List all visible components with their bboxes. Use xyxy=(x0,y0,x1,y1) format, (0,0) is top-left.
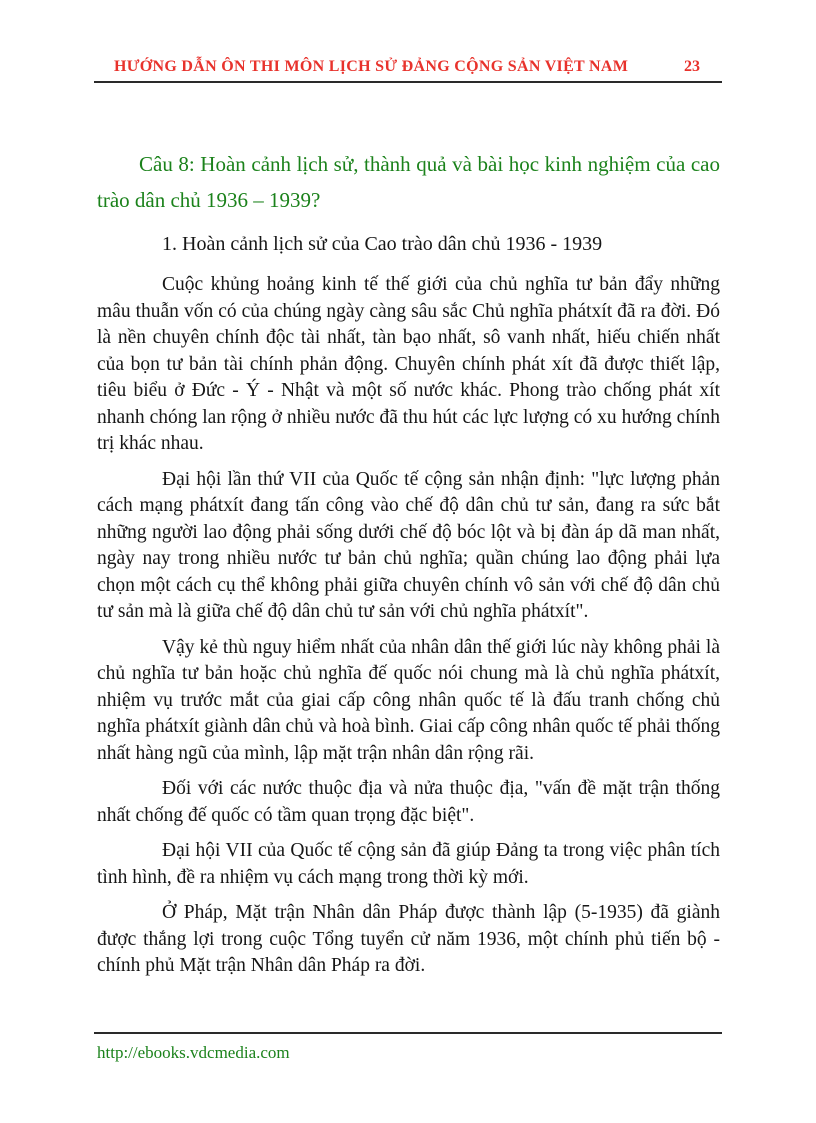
page-header xyxy=(94,58,722,83)
paragraph: Đối với các nước thuộc địa và nửa thuộc địa, "vấn đề mặt trận thống nhất chống đế quốc có tầm quan trọng đặc biệt". xyxy=(97,778,720,826)
running-header-title: HƯỚNG DẪN ÔN THI MÔN LỊCH SỬ ĐẢNG CỘNG SẢN VIỆT NAM xyxy=(114,58,629,75)
paragraph: Đại hội VII của Quốc tế cộng sản đã giúp Đảng ta trong việc phân tích tình hình, đề ra nhiệm vụ cách mạng trong thời kỳ mới. xyxy=(97,840,720,888)
page-footer xyxy=(94,1032,722,1063)
paragraph: Ở Pháp, Mặt trận Nhân dân Pháp được thành lập (5-1935) đã giành được thắng lợi trong cuộc Tổng tuyển cử năm 1936, một chính phủ tiến bộ - chính phủ Mặt trận Nhân dân Pháp ra đời. xyxy=(97,902,720,976)
question-title: Câu 8: Hoàn cảnh lịch sử, thành quả và bài học kinh nghiệm của cao trào dân chủ 1936 – 1939? xyxy=(97,152,720,212)
paragraph: Đại hội lần thứ VII của Quốc tế cộng sản nhận định: "lực lượng phản cách mạng phátxít đang tấn công vào chế độ dân chủ tư sản, đang ra sức bắt những người lao động phải sống dưới chế độ bóc lột và bị đàn áp dã man nhất, ngày nay trong nhiều nước tư bản chủ nghĩa; quần chúng lao động phải lựa chọn một cách cụ thể không phải giữa chuyên chính vô sản với chế độ dân chủ tư sản mà là giữa chế độ dân chủ tư sản với chủ nghĩa phátxít". xyxy=(97,468,720,622)
paragraph: Cuộc khủng hoảng kinh tế thế giới của chủ nghĩa tư bản đẩy những mâu thuẫn vốn có của chúng ngày càng sâu sắc Chủ nghĩa phátxít đã ra đời. Đó là nền chuyên chính độc tài nhất, tàn bạo nhất, sô vanh nhất, hiếu chiến nhất của bọn tư bản tài chính phản động. Chuyên chính phát xít đã được thiết lập, tiêu biểu ở Đức - Ý - Nhật và một số nước khác. Phong trào chống phát xít nhanh chóng lan rộng ở nhiều nước đã thu hút các lực lượng có xu hướng chính trị khác nhau. xyxy=(97,274,720,454)
page-body xyxy=(97,146,720,989)
page-number: 23 xyxy=(684,58,700,75)
footer-url-link[interactable]: http://ebooks.vdcmedia.com xyxy=(97,1043,290,1062)
paragraph: Vậy kẻ thù nguy hiểm nhất của nhân dân thế giới lúc này không phải là chủ nghĩa tư bản hoặc chủ nghĩa đế quốc nói chung mà là chủ nghĩa phátxít, nhiệm vụ trước mắt của giai cấp công nhân quốc tế là đấu tranh chống chủ nghĩa phátxít giành dân chủ và hoà bình. Giai cấp công nhân quốc tế phải thống nhất hàng ngũ của mình, lập mặt trận nhân dân rộng rãi. xyxy=(97,636,720,764)
section-heading: 1. Hoàn cảnh lịch sử của Cao trào dân chủ 1936 - 1939 xyxy=(162,233,603,255)
